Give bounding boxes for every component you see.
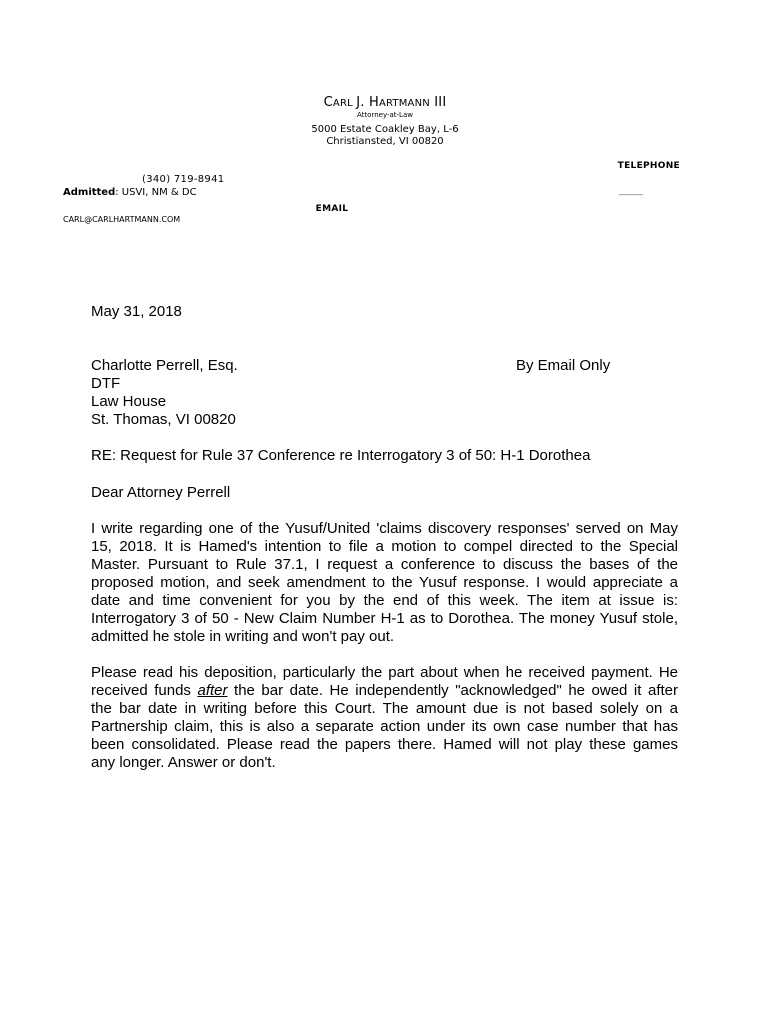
admitted-label: Admitted [63,187,116,198]
address-line-2: Christiansted, VI 00820 [326,136,444,147]
paragraph-2-line: received funds after the bar date. He independently "acknowledged" he owed it after [91,682,678,699]
email-address: CARL@CARLHARTMANN.COM [63,215,181,224]
rule-line: ______ [619,186,643,195]
paragraph-1-line: Interrogatory 3 of 50 - New Claim Number H-1 as to Dorothea. The money Yusuf stole, [91,610,678,627]
addressee-name: Charlotte Perrell, Esq. [91,357,238,374]
addressee-firm: DTF [91,375,121,392]
address-line-1: 5000 Estate Coakley Bay, L-6 [311,124,459,135]
addressee-street: Law House [91,393,167,410]
paragraph-1-line: admitted he stole in writing and won't pay out. [91,628,395,645]
paragraph-1-line: Master. Pursuant to Rule 37.1, I request a conference to discuss the bases of the [91,556,678,573]
paragraph-2-line: Partnership claim, this is also a separate action under its own case number that has [91,718,678,735]
subject-line: RE: Request for Rule 37 Conference re Interrogatory 3 of 50: H-1 Dorothea [91,447,591,464]
telephone-label: TELEPHONE [617,161,680,171]
attorney-name: CARL J. HARTMANN III [323,95,447,110]
paragraph-1 [91,520,678,646]
addressee-city: St. Thomas, VI 00820 [91,411,236,428]
email-label: EMAIL [315,204,349,214]
emphasis-after: after [197,682,228,699]
delivery-method: By Email Only [516,357,611,374]
attorney-title: Attorney-at-Law [357,111,413,119]
paragraph-1-line: proposed motion, and seek amendment to the Yusuf response. I would appreciate a [91,574,678,591]
letter-date: May 31, 2018 [91,303,182,320]
salutation: Dear Attorney Perrell [91,484,231,501]
phone-number: (340) 719-8941 [142,174,225,185]
paragraph-2 [91,664,678,772]
paragraph-2-line: Please read his deposition, particularly the part about when he received payment. He [91,664,678,681]
admitted-info [63,187,197,198]
paragraph-1-line: 15, 2018. It is Hamed's intention to file a motion to compel directed to the Special [91,538,678,555]
paragraph-1-line: date and time convenient for you by the end of this week. The item at issue is: [91,592,678,609]
paragraph-2-line: the bar date in writing before this Court. The amount due is not based solely on a [91,700,678,717]
addressee-block [91,357,238,429]
paragraph-1-line: I write regarding one of the Yusuf/United 'claims discovery responses' served on May [91,520,678,537]
paragraph-2-line: any longer. Answer or don't. [91,754,276,771]
paragraph-2-line: been consolidated. Please read the papers there. Hamed will not play these games [91,736,678,753]
admitted-value: : USVI, NM & DC [115,187,197,198]
